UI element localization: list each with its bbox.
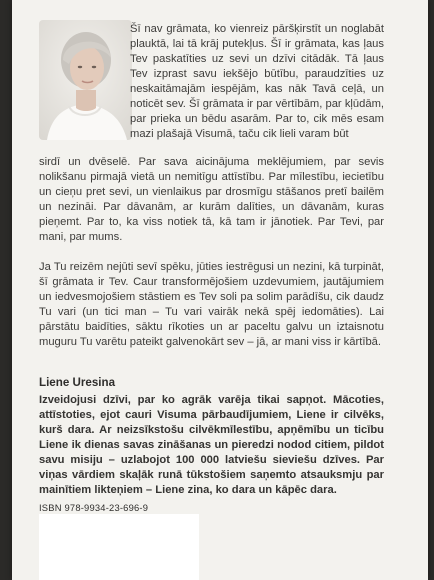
author-name: Liene Uresina — [39, 376, 116, 389]
author-portrait — [39, 20, 132, 140]
blurb-paragraph-2: Ja Tu reizēm nejūti sevī spēku, jūties iestrēgusi un nezini, kā turpināt, šī grāmata ir Tev. Caur transformējošiem uzdevumiem, jautājumiem un iedvesmojošiem stāstiem es Tev soli pa solim parādīšu, cik daudz Tu vari (un tici man – Tu vari vairāk nekā spēj iedomāties). Lai pārstātu baidīties, sāktu rīkoties un ar paceltu galvu un iztaisnotu muguru Tu varētu pateikt galvenokārt sev – jā, ar mani viss ir kārtībā. — [39, 261, 384, 349]
book-back-cover — [12, 0, 428, 580]
blurb-paragraph-1-side: Šī nav grāmata, ko vienreiz pāršķirstīt un noglabāt plauktā, lai tā krāj putekļus. Šī ir grāmata, kas ļaus Tev paskatīties uz sevi un dzīvi citādāk. Tā ļaus Tev izprast savu iekšējo būtību, paraudzīties uz neskaitāmajām iespējām, kas nāk Tavā ceļā, un noticēt sev. Šī grāmata ir par vērtībām, par kļūdām, par prieka un bēdu asarām. Par to, cik mēs esam mazi plašajā Visumā, taču cik lieli varam būt — [130, 23, 384, 141]
author-bio: Izveidojusi dzīvi, par ko agrāk varēja tikai sapņot. Mācoties, attīstoties, ejot cauri Visuma pārbaudījumiem, Liene ir cilvēks, kurš dara. Ar neizsīkstošu cilvēkmīlestību, apņēmību un ticību Liene ik dienas savas zināšanas un pieredzi nodod citiem, pildot savu misiju – uzlabojot 100 000 latviešu sieviešu dzīves. Par viņas vārdiem skaļāk runā tūkstošiem saņemto atsauksmju par mainītiem likteņiem – Liene zina, ko dara un kāpēc dara. — [39, 394, 384, 497]
isbn-text: ISBN 978-9934-23-696-9 — [39, 502, 149, 513]
barcode-area — [39, 514, 199, 580]
blurb-paragraph-1-continued: sirdī un dvēselē. Par sava aicinājuma meklējumiem, par sevis nolikšanu pirmajā vietā un nemitīgu attīstību. Par mīlestību, iecietību un cieņu pret sevi, un vienlaikus par drosmīgu stāšanos pretī bailēm un nezināi. Par dāvanām, ar kurām dalīties, un dāvanām, kuras pieņemt. Par to, ka viss notiek tā, kā tam ir jānotiek. Par Tevi, par mani, par mums. — [39, 156, 384, 244]
